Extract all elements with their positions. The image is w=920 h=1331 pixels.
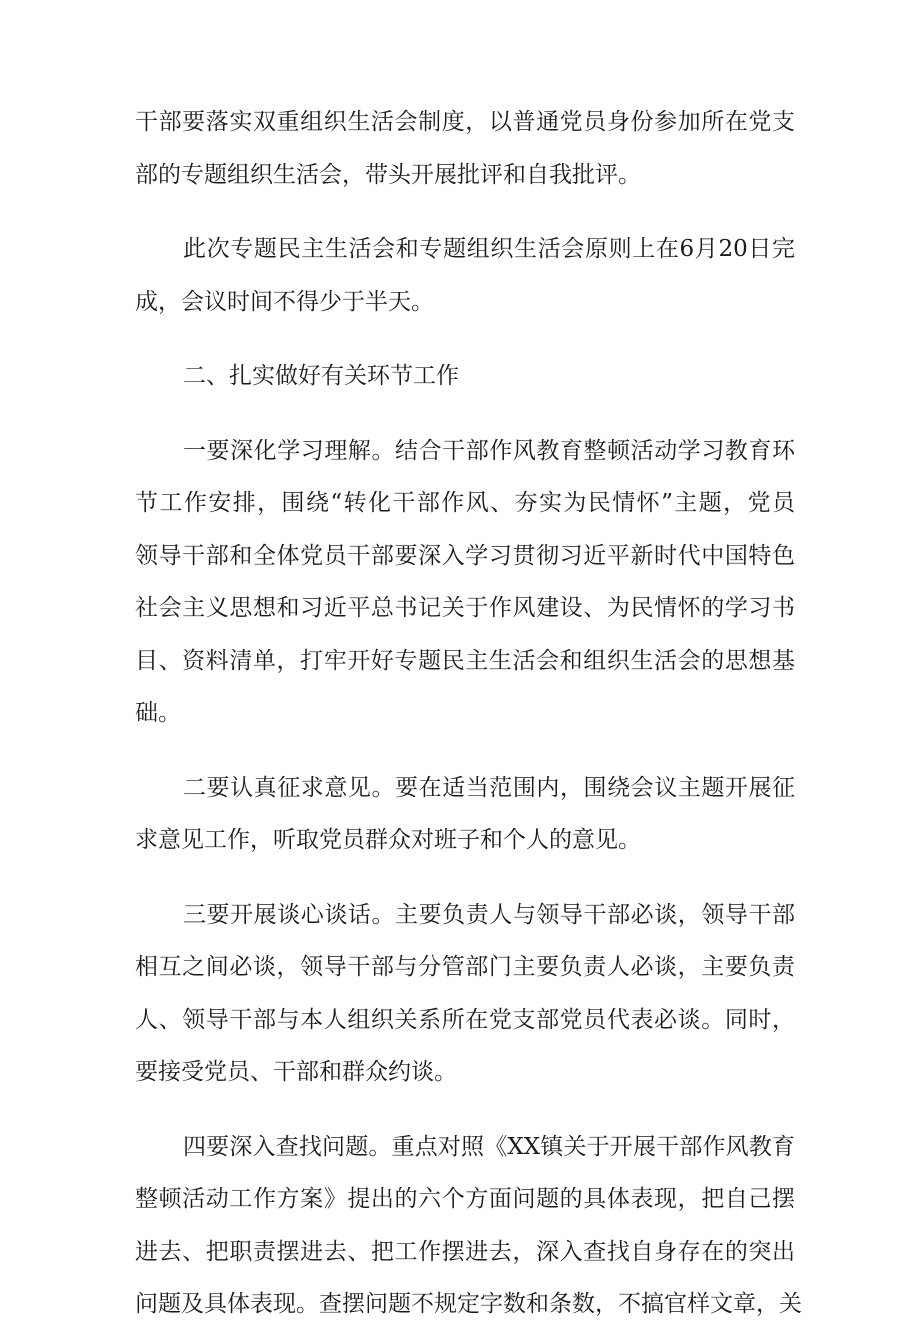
text-line: 此次专题民主生活会和专题组织生活会原则上在6月20日完: [183, 236, 795, 262]
text-line: 领导干部和全体党员干部要深入学习贯彻习近平新时代中国特色: [135, 542, 795, 569]
text-line: 部的专题组织生活会，带头开展批评和自我批评。: [135, 161, 641, 188]
text-line: 问题及具体表现。查摆问题不规定字数和条数，不搞官样文章，关: [135, 1291, 802, 1317]
text-line: 节工作安排，围绕“转化干部作风、夯实为民情怀”主题，党员: [135, 490, 795, 516]
text-line: 求意见工作，听取党员群众对班子和个人的意见。: [135, 827, 641, 853]
paragraph-1: [135, 96, 795, 201]
text-line: 三要开展谈心谈话。主要负责人与领导干部必谈，领导干部: [183, 901, 795, 928]
paragraph-5: [135, 762, 795, 867]
text-line: 人、领导干部与本人组织关系所在党支部党员代表必谈。同时，: [135, 1006, 795, 1033]
text-line: 成，会议时间不得少于半天。: [135, 288, 434, 315]
paragraph-4: [135, 425, 795, 740]
text-line: 础。: [135, 700, 181, 726]
paragraph-6: [135, 889, 795, 1099]
text-line: 目、资料清单，打牢开好专题民主生活会和组织生活会的思想基: [135, 647, 795, 674]
text-line: 二要认真征求意见。要在适当范围内，围绕会议主题开展征: [183, 774, 795, 801]
document-body: [135, 96, 802, 1331]
text-line: 要接受党员、干部和群众约谈。: [135, 1059, 457, 1085]
paragraph-7: [135, 1121, 802, 1331]
text-line: 干部要落实双重组织生活会制度，以普通党员身份参加所在党支: [135, 109, 795, 135]
heading-text: 二、扎实做好有关环节工作: [183, 363, 459, 389]
section-heading: [135, 350, 795, 403]
paragraph-2: [135, 223, 795, 328]
text-line: 社会主义思想和习近平总书记关于作风建设、为民情怀的学习书: [135, 595, 795, 621]
text-line: 进去、把职责摆进去、把工作摆进去，深入查找自身存在的突出: [135, 1238, 795, 1265]
text-line: 相互之间必谈，领导干部与分管部门主要负责人必谈，主要负责: [135, 954, 795, 980]
text-line: 一要深化学习理解。结合干部作风教育整顿活动学习教育环: [183, 437, 795, 464]
text-line: 四要深入查找问题。重点对照《XX镇关于开展干部作风教育: [183, 1133, 795, 1160]
text-line: 整顿活动工作方案》提出的六个方面问题的具体表现，把自己摆: [135, 1186, 795, 1212]
